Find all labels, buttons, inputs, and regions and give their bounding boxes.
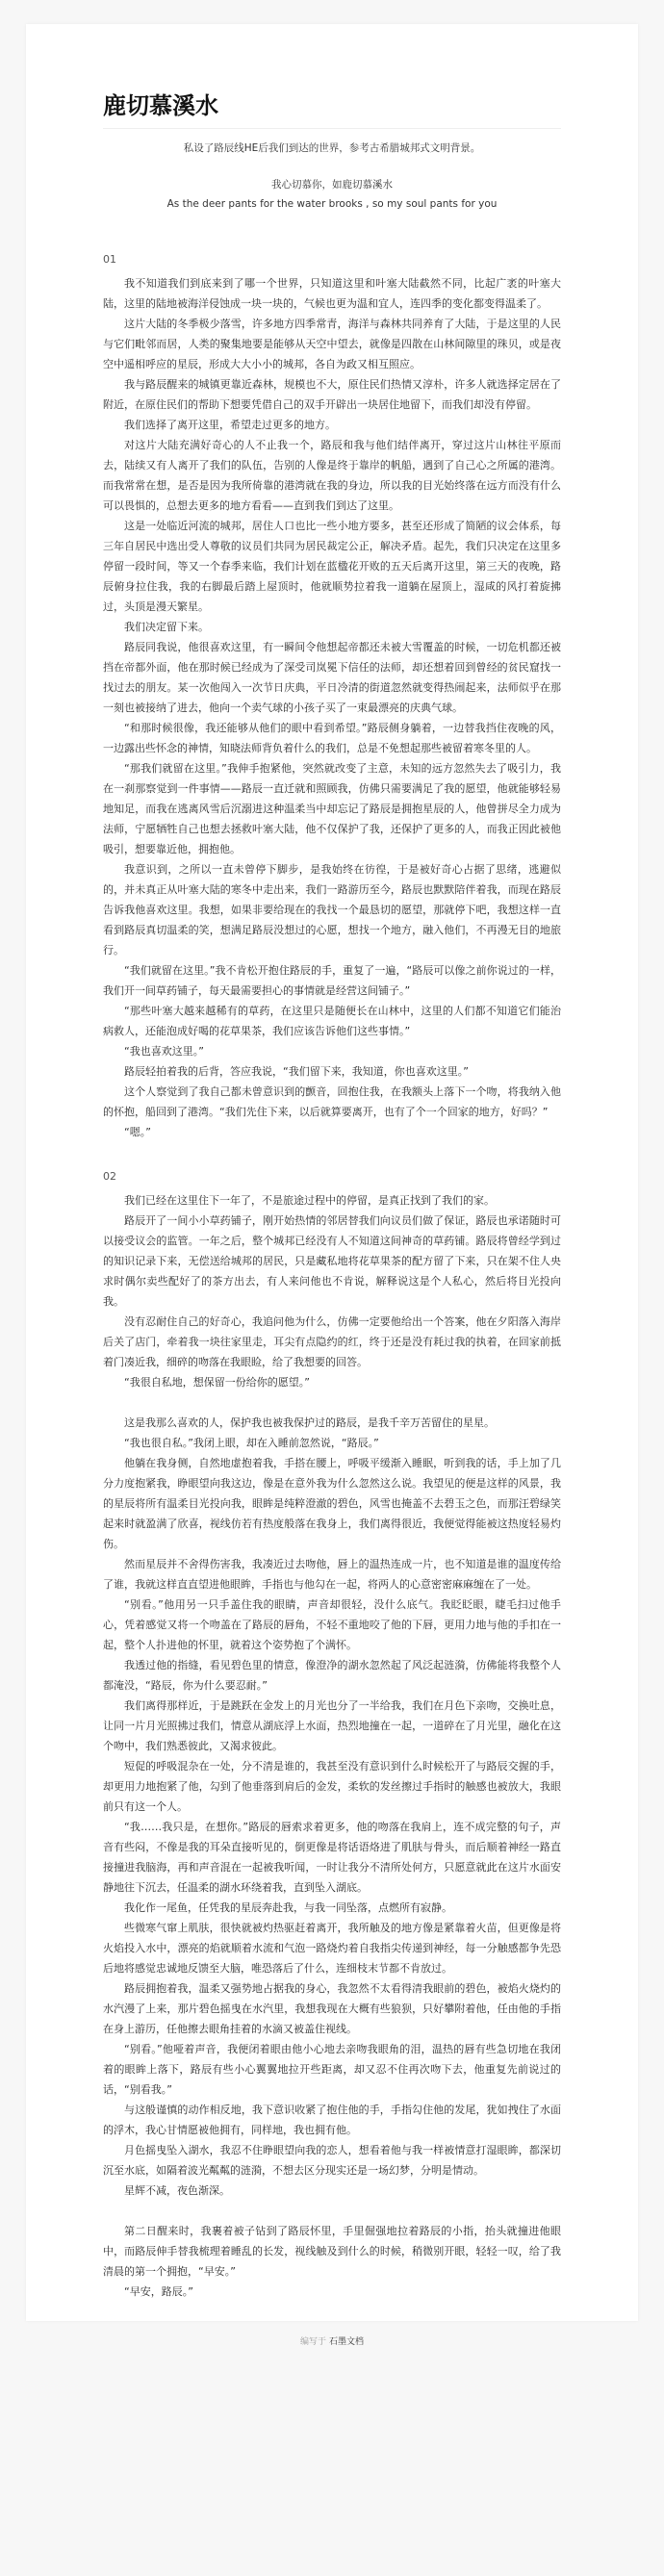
title-divider xyxy=(103,128,561,129)
paragraph: 我意识到，之所以一直未曾停下脚步，是我始终在彷徨，于是被好奇心占据了思绪，逃避似的，并未真正从叶塞大陆的寒冬中走出来，我们一路游历至今，路辰也默默陪伴着我，而现在路辰告诉我他喜欢这里。我想，如果非要给现在的我找一个最恳切的愿望，那就停下吧，我想这样一直看到路辰真切温柔的笑，想满足路辰没想过的心愿，想找一个地方，融入他们，不再漫无目的地旅行。 xyxy=(103,863,561,956)
paragraph: 路辰开了一间小小草药铺子，刚开始热情的邻居替我们向议员们做了保证，路辰也承诺随时可以接受议会的监管。一年之后，整个城邦已经没有人不知道这间神奇的草药铺。路辰将曾经学到过的知识记录下来，无偿送给城邦的居民，只是藏私地将花草果茶的配方留了下来，只在架不住人央求时偶尔卖些配好了的茶方出去，有人来问他也不肯说，解释说这是个人私心，然后将目光投向我。 xyxy=(103,1214,561,1308)
paragraph: “我也喜欢这里。” xyxy=(124,1045,204,1058)
blank-line xyxy=(103,1392,561,1413)
paragraph: 我透过他的指缝，看见碧色里的情意，像澄净的湖水忽然起了风泛起涟漪，仿佛能将我整个人都淹没，“路辰，你为什么要忍耐。” xyxy=(103,1659,561,1692)
paragraph: 我与路辰醒来的城镇更靠近森林，规模也不大，原住民们热情又淳朴，许多人就选择定居在了附近，在原住民们的帮助下想要凭借自己的双手开辟出一块居住地留下，而我们却没有停留。 xyxy=(103,378,561,411)
paragraph: “早安，路辰。” xyxy=(124,2285,193,2298)
paragraph: 第二日醒来时，我裹着被子钻到了路辰怀里，手里倔强地拉着路辰的小指，抬头就撞进他眼中，而路辰伸手替我梳理着睡乱的长发，视线触及到什么的时候，稍微别开眼，轻轻一叹，给了我清晨的第一个拥抱，“早安。” xyxy=(103,2225,561,2278)
paragraph: 对这片大陆充满好奇心的人不止我一个，路辰和我与他们结伴离开，穿过这片山林往平原而去，陆续又有人离开了我们的队伍，告别的人像是终于靠岸的帆船，遇到了自己心之所属的港湾。而我常常在想，是否是因为我所倚靠的港湾就在我的身边，所以我的目光始终落在远方而没有什么可以畏惧的，总想去更多的地方看看——直到我们到达了这里。 xyxy=(103,439,561,512)
section-number: 02 xyxy=(103,1170,116,1183)
paragraph: “我们就留在这里。”我不肯松开抱住路辰的手，重复了一遍，“路辰可以像之前你说过的一样，我们开一间草药铺子，每天最需要担心的事情就是经营这间铺子。” xyxy=(103,964,561,997)
section-01 xyxy=(103,250,561,1142)
paragraph: 些微寒气窜上肌肤，很快就被灼热驱赶着离开，我所触及的地方像是紧靠着火苗，但更像是将火焰投入水中，漂亮的焰就顺着水流和气泡一路烧灼着自我指尖传递到神经，每一分触感都争先恐后地将感觉忠诚地反馈至大脑，唯恐落后了什么，连细枝末节都不肯放过。 xyxy=(103,1922,561,1975)
document-page xyxy=(26,24,638,2321)
paragraph: 我们选择了离开这里，希望走过更多的地方。 xyxy=(124,419,336,431)
paragraph: 这个人察觉到了我自己都未曾意识到的颤音，回抱住我，在我额头上落下一个吻，将我纳入他的怀抱，船回到了港湾。“我们先住下来，以后就算要离开，也有了个一个回家的地方，好吗？” xyxy=(103,1085,561,1118)
paragraph: “那些叶塞大越来越稀有的草药，在这里只是随便长在山林中，这里的人们都不知道它们能治病救人，还能泡成好喝的花草果茶，我们应该告诉他们这些事情。” xyxy=(103,1005,561,1037)
paragraph: 这是一处临近河流的城邦，居住人口也比一些小地方要多，甚至还形成了简陋的议会体系，每三年自居民中选出受人尊敬的议员们共同为居民裁定公正，解决矛盾。起先，我们只决定在这里多停留一段时间，等又一个春季来临，我们计划在蓝楹花开败的五天后离开这里，第三天的夜晚，路辰俯身拉住我，我的右脚最后踏上屋顶时，他就顺势拉着我一道躺在屋顶上，湿咸的风打着旋拂过，头顶是漫天繁星。 xyxy=(103,520,561,613)
epigraph-english: As the deer pants for the water brooks , so my soul pants for you xyxy=(166,198,498,210)
spacer xyxy=(103,158,561,175)
section-02 xyxy=(103,1167,561,2302)
paragraph: 然而星辰并不舍得伤害我，我凑近过去吻他，唇上的温热连成一片，也不知道是谁的温度传给了谁，我就这样直直望进他眼眸，手指也与他勾在一起，将两人的心意密密麻麻缠在了一处。 xyxy=(103,1558,561,1591)
footer xyxy=(0,2321,664,2370)
paragraph: “我很自私地，想保留一份给你的愿望。” xyxy=(124,1376,310,1389)
epigraph-chinese: 我心切慕你，如鹿切慕溪水 xyxy=(271,179,393,191)
section-body xyxy=(103,1190,561,2302)
footer-prefix: 编写于 xyxy=(300,2337,327,2347)
section-body xyxy=(103,273,561,1142)
paragraph: 与这般谨慎的动作相反地，我下意识收紧了抱住他的手，手指勾住他的发尾，犹如拽住了水面的浮木，我心甘情愿被他拥有，同样地，我也拥有他。 xyxy=(103,2104,561,2136)
paragraph: 我们已经在这里住下一年了，不是旅途过程中的停留，是真正找到了我们的家。 xyxy=(124,1194,495,1207)
document-title: 鹿切慕溪水 xyxy=(103,92,218,119)
paragraph: “别看。”他哑着声音，我便闭着眼由他小心地去亲吻我眼角的泪，温热的唇有些急切地在我闭着的眼眸上落下，路辰有些小心翼翼地拉开些距离，却又忍不住再次吻下去，他重复先前说过的话，“别看我。” xyxy=(103,2043,561,2096)
paragraph: 我不知道我们到底来到了哪一个世界，只知道这里和叶塞大陆截然不同，比起广袤的叶塞大陆，这里的陆地被海洋侵蚀成一块一块的，气候也更为温和宜人，连四季的变化都变得温柔了。 xyxy=(103,277,561,310)
paragraph: 我们决定留下来。 xyxy=(124,621,209,633)
paragraph: 路辰同我说，他很喜欢这里，有一瞬间令他想起帝都还未被大雪覆盖的时候，一切危机都还被挡在帝都外面，他在那时候已经成为了深受司岚冕下信任的法师，却还想着回到曾经的贫民窟找一找过去的朋友。某一次他闯入一次节日庆典，平日冷清的街道忽然就变得热闹起来，法师似乎在那一刻也被接纳了进去，他向一个卖气球的小孩子买了一束最漂亮的庆典气球。 xyxy=(103,641,561,714)
paragraph: “和那时候很像，我还能够从他们的眼中看到希望。”路辰侧身躺着，一边替我挡住夜晚的风，一边露出些怀念的神情，知晓法师背负着什么的我们，总是不免想起那些被留着寒冬里的人。 xyxy=(103,722,561,754)
paragraph: “我也很自私。”我闭上眼，却在入睡前忽然说，“路辰。” xyxy=(124,1437,379,1449)
paragraph: 路辰拥抱着我，温柔又强势地占据我的身心，我忽然不太看得清我眼前的碧色，被焰火烧灼的水汽漫了上来，那片碧色摇曳在水汽里，我想我现在大概有些狼狈，只好攀附着他，任由他的手指在身上游历，任他擦去眼角挂着的水滴又被盖住视线。 xyxy=(103,1982,561,2035)
paragraph: 星辉不减，夜色渐深。 xyxy=(124,2184,230,2197)
paragraph: 他躺在我身侧，自然地虚抱着我，手搭在腰上，呼吸平缓渐入睡眠，听到我的话，手上加了几分力度抱紧我，睁眼望向我这边，像是在意外我为什么忽然这么说。我望见的便是这样的风景，我的星辰将所有温柔目光投向我，眼眸是纯粹澄澈的碧色，风雪也掩盖不去碧玉之色，而那汪碧绿笑起来时就盈满了欣喜，视线仿若有热度般落在我身上，我们离得很近，我便觉得能被这热度轻易灼伤。 xyxy=(103,1457,561,1550)
paragraph: 这片大陆的冬季极少落雪，许多地方四季常青，海洋与森林共同养育了大陆，于是这里的人民与它们毗邻而居，人类的聚集地要是能够从天空中望去，就像是四散在山林间隙里的珠贝，或是夜空中遥相呼应的星辰，形成大大小小的城邦，各自为政又相互照应。 xyxy=(103,318,561,370)
footer-brand-link[interactable]: 石墨文档 xyxy=(328,2337,364,2347)
paragraph: 我化作一尾鱼，任凭我的星辰奔赴我，与我一同坠落，点燃所有寂静。 xyxy=(124,1901,452,1914)
paragraph: 我们离得那样近，于是跳跃在金发上的月光也分了一半给我，我们在月色下亲吻，交换吐息，让同一片月光照拂过我们，情意从湖底浮上水面，热烈地撞在一起，一道碎在了月光里，融化在这个吻中，我们熟悉彼此，又渴求彼此。 xyxy=(103,1699,561,1752)
paragraph: 没有忍耐住自己的好奇心，我追问他为什么，仿佛一定要他给出一个答案，他在夕阳落入海岸后关了店门，牵着我一块往家里走，耳尖有点隐约的红，终于还是没有耗过我的执着，在回家前抵着门凑近我，细碎的吻落在我眼睑，给了我想要的回答。 xyxy=(103,1315,561,1368)
paragraph: “嗯。” xyxy=(124,1126,151,1138)
paragraph: 这是我那么喜欢的人，保护我也被我保护过的路辰，是我千辛万苦留住的星星。 xyxy=(124,1416,495,1429)
document-summary: 私设了路辰线HE后我们到达的世界，参考古希腊城邦式文明背景。 xyxy=(183,142,481,154)
paragraph: “那我们就留在这里。”我伸手抱紧他，突然就改变了主意，未知的远方忽然失去了吸引力，我在一刹那察觉到一件事情——路辰一直迁就和照顾我，仿佛只需要满足了我的愿望，他就能够轻易地知足，而我在逃离风雪后沉溺进这种温柔当中却忘记了路辰是拥抱星辰的人，他曾拼尽全力成为法师，宁愿牺牲自己也想去拯救叶塞大陆，他不仅保护了我，还保护了更多的人，而我正因此被他吸引，想要靠近他，拥抱他。 xyxy=(103,762,561,855)
blank-line xyxy=(103,2201,561,2221)
paragraph: “我……我只是，在想你。”路辰的唇索求着更多，他的吻落在我肩上，连不成完整的句子，声音有些闷，不像是我的耳朵直接听见的，倒更像是将话语烙进了肌肤与骨头，而后顺着神经一路直接撞进我脑海，再和声音混在一起被我听闻，一时让我分不清所处何方，只愿意就此在这片水面安静地往下沉去，任温柔的湖水环绕着我，直到坠入湖底。 xyxy=(103,1821,561,1894)
section-number: 01 xyxy=(103,253,116,266)
paragraph: 月色摇曳坠入湖水，我忍不住睁眼望向我的恋人，想看着他与我一样被情意打湿眼眸，都深切沉至水底，如隔着波光粼粼的涟漪，不想去区分现实还是一场幻梦，分明是情动。 xyxy=(103,2144,561,2177)
paragraph: 路辰轻拍着我的后背，答应我说，“我们留下来，我知道，你也喜欢这里。” xyxy=(124,1065,469,1078)
paragraph: 短促的呼吸混杂在一处，分不清是谁的，我甚至没有意识到什么时候松开了与路辰交握的手，却更用力地抱紧了他，勾到了他垂落到肩后的金发，柔软的发丝擦过手指时的触感也被放大，我眼前只有这一个人。 xyxy=(103,1760,561,1813)
paragraph: “别看。”他用另一只手盖住我的眼睛，声音却很轻，没什么底气。我眨眨眼，睫毛扫过他手心，凭着感觉又将一个吻盖在了路辰的唇角，不轻不重地咬了他的下唇，更用力地与他的手扣在一起，整个人扑进他的怀里，就着这个姿势抱了个满怀。 xyxy=(103,1598,561,1651)
